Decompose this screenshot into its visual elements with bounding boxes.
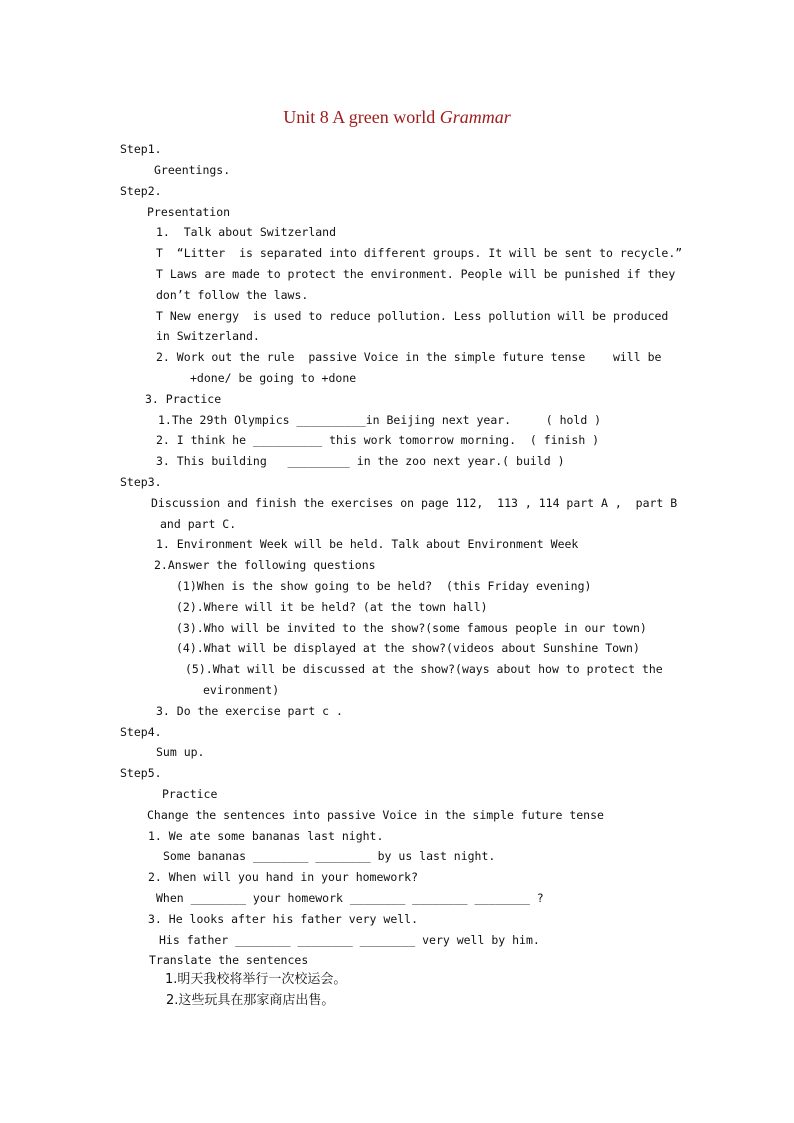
list-item: Some bananas ________ ________ by us last night.	[163, 849, 496, 863]
list-item: Discussion and finish the exercises on page 112, 113 , 114 part A , part B	[151, 496, 678, 510]
list-item: don’t follow the laws.	[156, 288, 309, 302]
list-item: 3. This building _________ in the zoo next year.( build )	[156, 454, 565, 468]
list-item: 2. Work out the rule passive Voice in the simple future tense will be	[156, 350, 662, 364]
step2-label: Step2.	[120, 184, 162, 198]
practice-heading: Practice	[162, 787, 218, 801]
list-item: (4).What will be displayed at the show?(videos about Sunshine Town)	[176, 641, 640, 655]
list-item: (2).Where will it be held? (at the town hall)	[176, 600, 488, 614]
list-item: 1. We ate some bananas last night.	[148, 829, 384, 843]
list-item: 1. Environment Week will be held. Talk about Environment Week	[156, 537, 579, 551]
list-item: +done/ be going to +done	[190, 371, 357, 385]
list-item: 1.明天我校将举行一次校运会。	[165, 972, 347, 987]
list-item: When ________ your homework ________ ________ ________ ?	[156, 891, 544, 905]
list-item: (1)When is the show going to be held? (this Friday evening)	[176, 579, 592, 593]
list-item: in Switzerland.	[156, 329, 260, 343]
list-item: 1. Talk about Switzerland	[156, 225, 337, 239]
list-item: 2. When will you hand in your homework?	[148, 870, 419, 884]
step4-label: Step4.	[120, 725, 162, 739]
list-item: T New energy is used to reduce pollution. Less pollution will be produced	[156, 309, 669, 323]
list-item: T “Litter is separated into different groups. It will be sent to recycle.”	[156, 246, 683, 260]
practice-heading: 3. Practice	[145, 392, 222, 406]
instruction: Change the sentences into passive Voice in the simple future tense	[147, 808, 604, 822]
list-item: T Laws are made to protect the environment. People will be punished if they	[156, 267, 676, 281]
list-item: (5).What will be discussed at the show?(ways about how to protect the	[185, 662, 663, 676]
page-title	[0, 107, 794, 128]
presentation-heading: Presentation	[147, 205, 231, 219]
step5-label: Step5.	[120, 766, 162, 780]
title-main: Unit 8 A green world	[283, 107, 440, 127]
list-item: 1.The 29th Olympics __________in Beijing next year. ( hold )	[158, 413, 602, 427]
step3-label: Step3.	[120, 475, 162, 489]
list-item: 3. He looks after his father very well.	[148, 912, 419, 926]
list-item: 3. Do the exercise part c .	[156, 704, 343, 718]
step1-text: Greentings.	[154, 163, 231, 177]
list-item: His father ________ ________ ________ very well by him.	[159, 933, 540, 947]
list-item: (3).Who will be invited to the show?(some famous people in our town)	[176, 621, 647, 635]
list-item: evironment)	[203, 683, 280, 697]
list-item: and part C.	[160, 517, 237, 531]
step1-label: Step1.	[120, 142, 162, 156]
title-italic: Grammar	[439, 107, 511, 127]
step4-text: Sum up.	[156, 745, 205, 759]
list-item: 2.这些玩具在那家商店出售。	[166, 993, 335, 1008]
list-item: 2. I think he __________ this work tomorrow morning. ( finish )	[156, 433, 600, 447]
list-item: 2.Answer the following questions	[154, 558, 376, 572]
instruction: Translate the sentences	[149, 953, 309, 967]
